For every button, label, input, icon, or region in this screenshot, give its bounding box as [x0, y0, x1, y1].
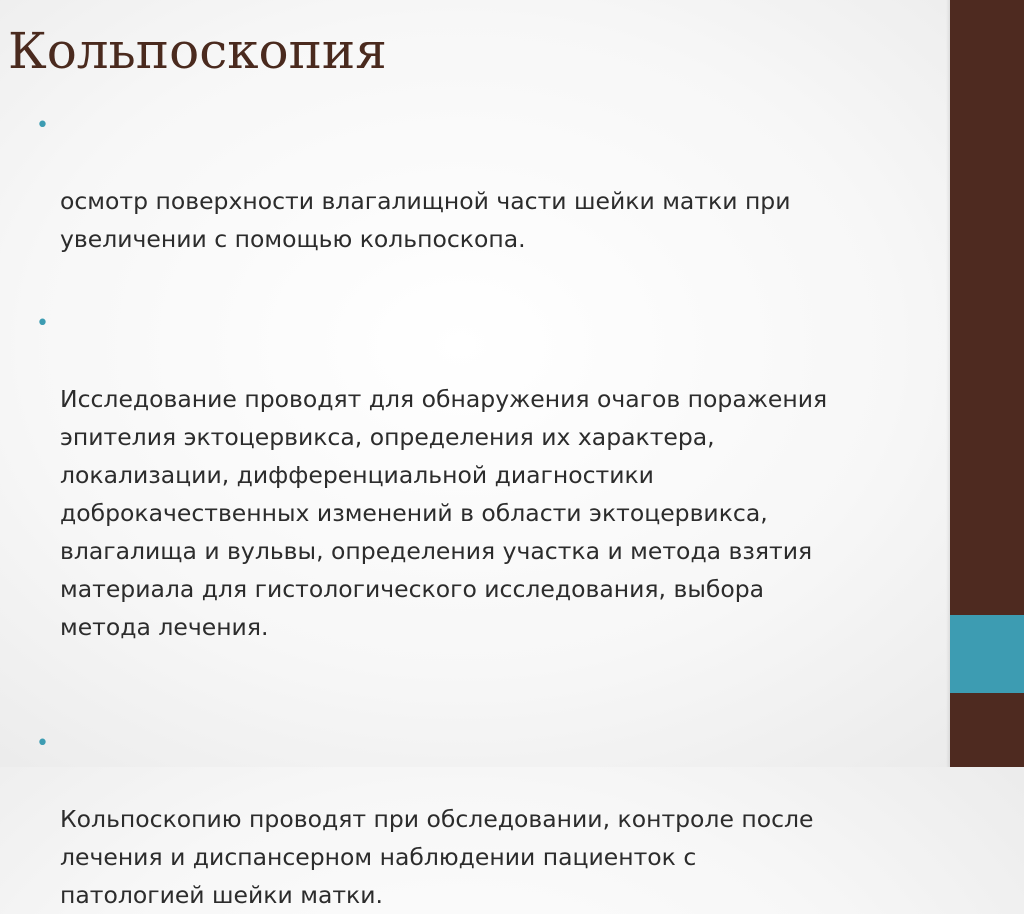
bullet-dot-icon: • — [36, 311, 49, 336]
bullet-dot-icon: • — [36, 731, 49, 756]
bullet-item — [36, 106, 896, 258]
bullet-text: Кольпоскопию проводят при обследовании, контроле после лечения и диспансерном наблюдении пациенток с патологией шейки матки. — [60, 805, 814, 909]
sidebar-accent-block — [950, 615, 1024, 693]
slide-title: Кольпоскопия — [8, 22, 387, 80]
bullet-dot-icon: • — [36, 113, 49, 138]
bullet-item — [36, 304, 896, 646]
bullet-text: Исследование проводят для обнаружения очагов поражения эпителия эктоцервикса, определения их характера, локализации, дифференциальной диагностики доброкачественных изменений в области эктоцервикса, влагалища и вульвы, определения участка и метода взятия материала для гистологического исследования, выбора метода лечения. — [60, 385, 828, 641]
bullet-list — [36, 106, 896, 914]
decorative-sidebar — [950, 0, 1024, 767]
bullet-item — [36, 724, 896, 914]
bullet-text: осмотр поверхности влагалищной части шейки матки при увеличении с помощью кольпоскопа. — [60, 187, 791, 253]
